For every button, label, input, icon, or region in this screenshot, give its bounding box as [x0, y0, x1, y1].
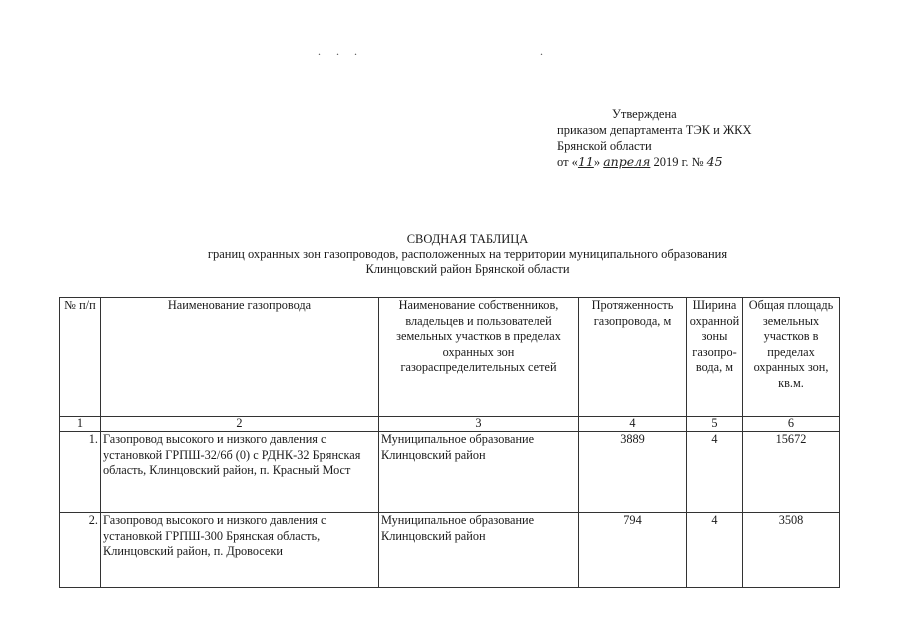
zone-area: 3508	[743, 513, 840, 588]
scan-speck: . . .	[318, 44, 363, 58]
handwritten-day: 11	[577, 154, 594, 169]
document-title	[0, 232, 905, 277]
owner: Муниципальное образование Клинцовский район	[379, 513, 579, 588]
zone-area: 15672	[743, 432, 840, 513]
owner: Муниципальное образование Клинцовский район	[379, 432, 579, 513]
approval-order-line: приказом департамента ТЭК и ЖКХ	[557, 123, 752, 137]
header-number: № п/п	[60, 298, 101, 417]
pipeline-name: Газопровод высокого и низкого давления с установкой ГРПШ-32/6б (0) с РДНК-32 Брянская область, Клинцовский район, п. Красный Мост	[101, 432, 379, 513]
approval-block	[557, 106, 752, 170]
zone-width: 4	[687, 432, 743, 513]
header-owners: Наименование собственников, владельцев и пользователей земельных участков в пределах охранных зон газораспределительных сетей	[379, 298, 579, 417]
title-line-2: границ охранных зон газопроводов, расположенных на территории муниципального образования	[207, 247, 728, 261]
row-number: 2.	[60, 513, 101, 588]
handwritten-month: апреля	[603, 154, 651, 169]
date-year: 2019 г.	[653, 155, 689, 169]
row-number: 1.	[60, 432, 101, 513]
handwritten-number: 45	[706, 154, 723, 169]
column-number: 2	[101, 417, 379, 432]
summary-table	[59, 297, 840, 588]
column-number: 3	[379, 417, 579, 432]
table-row	[60, 513, 840, 588]
pipeline-name: Газопровод высокого и низкого давления с установкой ГРПШ-300 Брянская область, Клинцовский район, п. Дровосеки	[101, 513, 379, 588]
column-number: 4	[579, 417, 687, 432]
scan-speck: .	[540, 44, 549, 58]
title-line-1: СВОДНАЯ ТАБЛИЦА	[406, 232, 529, 246]
pipeline-length: 3889	[579, 432, 687, 513]
number-label: №	[691, 155, 704, 169]
column-number: 6	[743, 417, 840, 432]
header-area: Общая площадь земельных участков в пределах охранных зон, кв.м.	[743, 298, 840, 417]
approval-heading: Утверждена	[612, 107, 677, 121]
date-prefix: от «	[557, 155, 578, 169]
table-row	[60, 432, 840, 513]
pipeline-length: 794	[579, 513, 687, 588]
date-mid: »	[593, 155, 601, 169]
header-length: Протяженность газопровода, м	[579, 298, 687, 417]
header-pipeline-name: Наименование газопровода	[101, 298, 379, 417]
column-number: 5	[687, 417, 743, 432]
approval-region-line: Брянской области	[557, 139, 652, 153]
title-line-3: Клинцовский район Брянской области	[365, 262, 570, 276]
table-header-row	[60, 298, 840, 417]
column-number-row	[60, 417, 840, 432]
zone-width: 4	[687, 513, 743, 588]
approval-date-line	[557, 154, 752, 170]
header-zone-width: Ширина охранной зоны газопро-вода, м	[687, 298, 743, 417]
column-number: 1	[60, 417, 101, 432]
